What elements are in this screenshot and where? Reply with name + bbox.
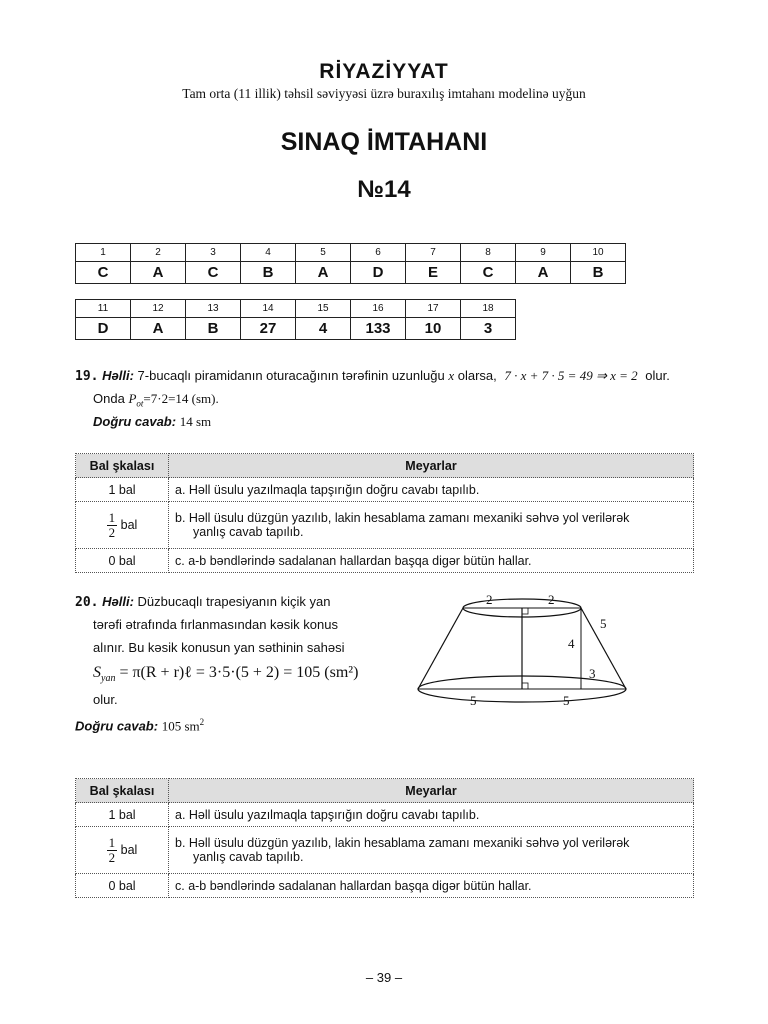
answer-number-3: 13 bbox=[186, 300, 241, 318]
rubric-header-score: Bal şkalası bbox=[76, 779, 169, 803]
q19-equation: 7 · x + 7 · 5 = 49 ⇒ x = 2 bbox=[504, 368, 638, 383]
q19-perimeter-value: =7·2=14 (sm). bbox=[143, 391, 219, 406]
answer-value-4: B bbox=[241, 262, 296, 284]
label-top-left: 2 bbox=[486, 592, 493, 607]
exam-number: №14 bbox=[357, 176, 411, 203]
answer-number-6: 16 bbox=[351, 300, 406, 318]
q20-answer-exp: 2 bbox=[199, 717, 205, 727]
answer-number-8: 18 bbox=[461, 300, 516, 318]
rubric-header-score: Bal şkalası bbox=[76, 454, 169, 478]
answer-value-7: 10 bbox=[406, 318, 461, 340]
answer-value-2: A bbox=[131, 318, 186, 340]
answer-number-1: 11 bbox=[76, 300, 131, 318]
answer-number-4: 14 bbox=[241, 300, 296, 318]
q19-var: x bbox=[448, 368, 455, 383]
answer-value-8: 3 bbox=[461, 318, 516, 340]
q20-line3: alınır. Bu kəsik konusun yan səthinin sahəsi bbox=[93, 640, 345, 655]
exam-subtitle: Tam orta (11 illik) təhsil səviyyəsi üzrə buraxılış imtahanı modelinə uyğun bbox=[182, 86, 586, 101]
q20-line2: tərəfi ətrafında fırlanmasından kəsik konus bbox=[93, 617, 338, 632]
q19-text1: 7-bucaqlı piramidanın oturacağının tərəfinin uzunluğu bbox=[137, 368, 445, 383]
q20-line1-text: Düzbucaqlı trapesiyanın kiçik yan bbox=[137, 594, 331, 609]
answer-value-1: C bbox=[76, 262, 131, 284]
q19-answer bbox=[93, 410, 211, 433]
rubric-criteria-b-line1: b. Həll üsulu düzgün yazılıb, lakin hesablama zamanı mexaniki səhvə yol verilərək bbox=[175, 836, 630, 850]
answer-number-10: 10 bbox=[571, 244, 626, 262]
q20-solution-label: Həlli: bbox=[102, 594, 134, 609]
answer-number-2: 2 bbox=[131, 244, 186, 262]
answer-value-5: 4 bbox=[296, 318, 351, 340]
label-height: 4 bbox=[568, 636, 575, 651]
exam-title: SINAQ İMTAHANI bbox=[280, 128, 488, 156]
q19-answer-value: 14 sm bbox=[179, 414, 212, 429]
rubric-criteria-b-line1: b. Həll üsulu düzgün yazılıb, lakin hesablama zamanı mexaniki səhvə yol verilərək bbox=[175, 511, 630, 525]
answer-number-5: 5 bbox=[296, 244, 351, 262]
q20-formula-rhs: = π(R + r)ℓ = 3·5·(5 + 2) = 105 (sm²) bbox=[119, 664, 359, 681]
rubric-table-q19 bbox=[75, 453, 694, 573]
answer-value-6: D bbox=[351, 262, 406, 284]
q19-text2: olarsa, bbox=[457, 368, 497, 383]
q19-number: 19. bbox=[75, 369, 99, 384]
label-right-part: 3 bbox=[589, 666, 596, 681]
answer-number-5: 15 bbox=[296, 300, 351, 318]
answer-value-2: A bbox=[131, 262, 186, 284]
fraction-denominator: 2 bbox=[108, 849, 116, 865]
rubric-half-unit: bal bbox=[120, 517, 138, 532]
rubric-criteria-c: c. a-b bəndlərində sadalanan hallardan başqa digər bütün hallar. bbox=[169, 549, 694, 573]
answer-value-3: C bbox=[186, 262, 241, 284]
rubric-score-1: 1 bal bbox=[76, 803, 169, 827]
answer-number-7: 17 bbox=[406, 300, 461, 318]
right-angle-bottom bbox=[522, 683, 528, 689]
fraction-denominator: 2 bbox=[108, 524, 116, 540]
q20-number: 20. bbox=[75, 595, 99, 610]
right-angle-top bbox=[522, 608, 528, 614]
q19-line2-prefix: Onda bbox=[93, 391, 125, 406]
page-number: – 39 – bbox=[365, 970, 403, 985]
q19-solution-label: Həlli: bbox=[102, 368, 134, 383]
q19-perimeter-sub: ot bbox=[136, 398, 144, 409]
answer-number-4: 4 bbox=[241, 244, 296, 262]
rubric-header-criteria: Meyarlar bbox=[169, 779, 694, 803]
rubric-criteria-b bbox=[169, 502, 694, 549]
rubric-score-1: 1 bal bbox=[76, 478, 169, 502]
rubric-score-half bbox=[76, 827, 169, 874]
q19-perimeter-symbol: P bbox=[128, 391, 137, 406]
frustum-figure bbox=[408, 588, 648, 713]
answer-value-10: B bbox=[571, 262, 626, 284]
rubric-criteria-b-line2: yanlış cavab tapılıb. bbox=[193, 850, 304, 864]
label-slant: 5 bbox=[600, 616, 607, 631]
answer-number-2: 12 bbox=[131, 300, 186, 318]
q20-formula-sub: yan bbox=[101, 673, 116, 685]
answer-value-8: C bbox=[461, 262, 516, 284]
rubric-half-unit: bal bbox=[120, 842, 138, 857]
label-bottom-left: 5 bbox=[470, 693, 477, 708]
rubric-header-criteria: Meyarlar bbox=[169, 454, 694, 478]
q19-solution bbox=[75, 364, 715, 388]
answer-value-6: 133 bbox=[351, 318, 406, 340]
fraction-numerator: 1 bbox=[108, 834, 116, 850]
answer-value-3: B bbox=[186, 318, 241, 340]
q20-formula bbox=[93, 664, 358, 684]
answer-number-6: 6 bbox=[351, 244, 406, 262]
answer-value-7: E bbox=[406, 262, 461, 284]
label-bottom-right: 5 bbox=[563, 693, 570, 708]
q19-answer-label: Doğru cavab: bbox=[93, 414, 177, 429]
q20-answer-label: Doğru cavab: bbox=[75, 718, 159, 734]
q20-line-end: olur. bbox=[93, 692, 118, 707]
label-top-right: 2 bbox=[548, 592, 555, 607]
answer-number-7: 7 bbox=[406, 244, 461, 262]
q19-text3: olur. bbox=[645, 368, 670, 383]
frustum-left-slant bbox=[418, 608, 463, 689]
answer-number-1: 1 bbox=[76, 244, 131, 262]
rubric-score-half bbox=[76, 502, 169, 549]
rubric-score-0: 0 bal bbox=[76, 549, 169, 573]
rubric-score-0: 0 bal bbox=[76, 874, 169, 898]
answer-number-8: 8 bbox=[461, 244, 516, 262]
rubric-criteria-b bbox=[169, 827, 694, 874]
answer-number-9: 9 bbox=[516, 244, 571, 262]
rubric-criteria-b-line2: yanlış cavab tapılıb. bbox=[193, 525, 304, 539]
q20-line1 bbox=[75, 590, 330, 614]
answer-key-table-1 bbox=[75, 243, 626, 284]
q20-answer-value: 105 sm bbox=[161, 718, 200, 734]
rubric-criteria-a: a. Həll üsulu yazılmaqla tapşırığın doğru cavabı tapılıb. bbox=[169, 478, 694, 502]
answer-number-3: 3 bbox=[186, 244, 241, 262]
rubric-criteria-c: c. a-b bəndlərində sadalanan hallardan başqa digər bütün hallar. bbox=[169, 874, 694, 898]
answer-value-1: D bbox=[76, 318, 131, 340]
subject-title: RİYAZİYYAT bbox=[319, 60, 449, 83]
q20-formula-s: S bbox=[93, 664, 101, 681]
q20-answer bbox=[75, 711, 204, 737]
answer-key-table-2 bbox=[75, 299, 516, 340]
rubric-criteria-a: a. Həll üsulu yazılmaqla tapşırığın doğru cavabı tapılıb. bbox=[169, 803, 694, 827]
fraction-numerator: 1 bbox=[108, 509, 116, 525]
answer-value-4: 27 bbox=[241, 318, 296, 340]
rubric-table-q20 bbox=[75, 778, 694, 898]
answer-value-9: A bbox=[516, 262, 571, 284]
answer-value-5: A bbox=[296, 262, 351, 284]
